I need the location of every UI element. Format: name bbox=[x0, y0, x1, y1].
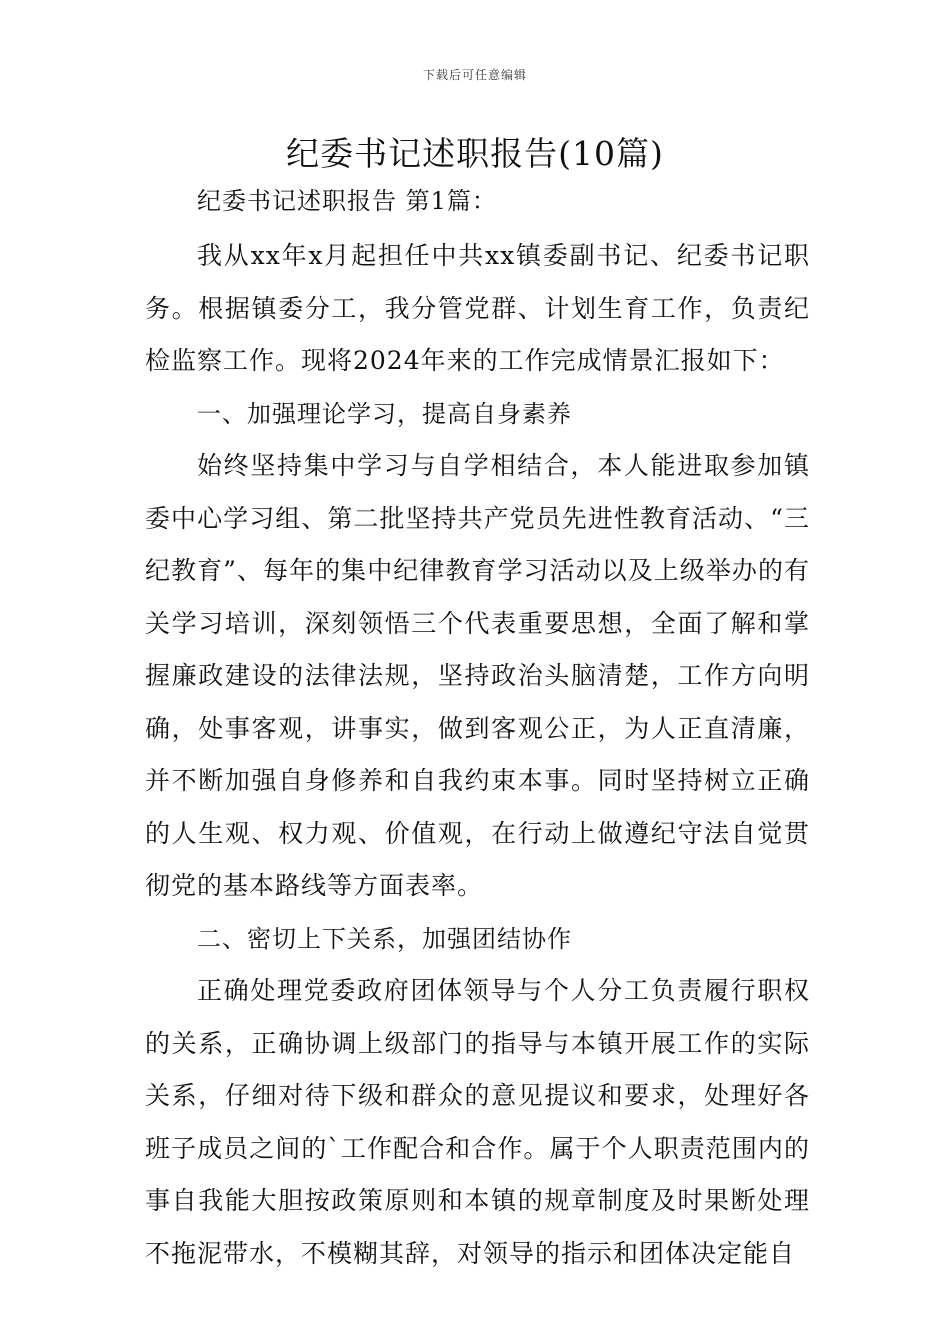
heading-two: 二、密切上下关系，加强团结协作 bbox=[197, 924, 572, 953]
paragraph-cooperation: 正确处理党委政府团体领导与个人分工负责履行职权的关系，正确协调上级部门的指导与本镇开展工作的实际关系，仔细对待下级和群众的意见提议和要求，处理好各班子成员之间的`工作配合和合作。属于个人职责范围内的事自我能大胆按政策原则和本镇的规章制度及时果断处理不拖泥带水，不模糊其辞，对领导的指示和团体决定能自 bbox=[145, 976, 810, 1268]
heading-one: 一、加强理论学习，提高自身素养 bbox=[197, 399, 572, 428]
paragraph-study: 始终坚持集中学习与自学相结合，本人能进取参加镇委中心学习组、第二批坚持共产党员先进性教育活动、“三纪教育”、每年的集中纪律教育学习活动以及上级举办的有关学习培训，深刻领悟三个代表重要思想，全面了解和掌握廉政建设的法律法规，坚持政治头脑清楚，工作方向明确，处事客观，讲事实，做到客观公正，为人正直清廉，并不断加强自身修养和自我约束本事。同时坚持树立正确的人生观、权力观、价值观，在行动上做遵纪守法自觉贯彻党的基本路线等方面表率。 bbox=[145, 451, 810, 900]
section-subtitle: 纪委书记述职报告 第1篇： bbox=[197, 187, 497, 215]
header-note: 下载后可任意编辑 bbox=[422, 68, 527, 82]
document-title: 纪委书记述职报告(10篇) bbox=[286, 134, 664, 173]
document-body bbox=[145, 178, 810, 1280]
paragraph-intro: 我从xx年x月起担任中共xx镇委副书记、纪委书记职务。根据镇委分工，我分管党群、计划生育工作，负责纪检监察工作。现将2024年来的工作完成情景汇报如下： bbox=[145, 241, 810, 375]
